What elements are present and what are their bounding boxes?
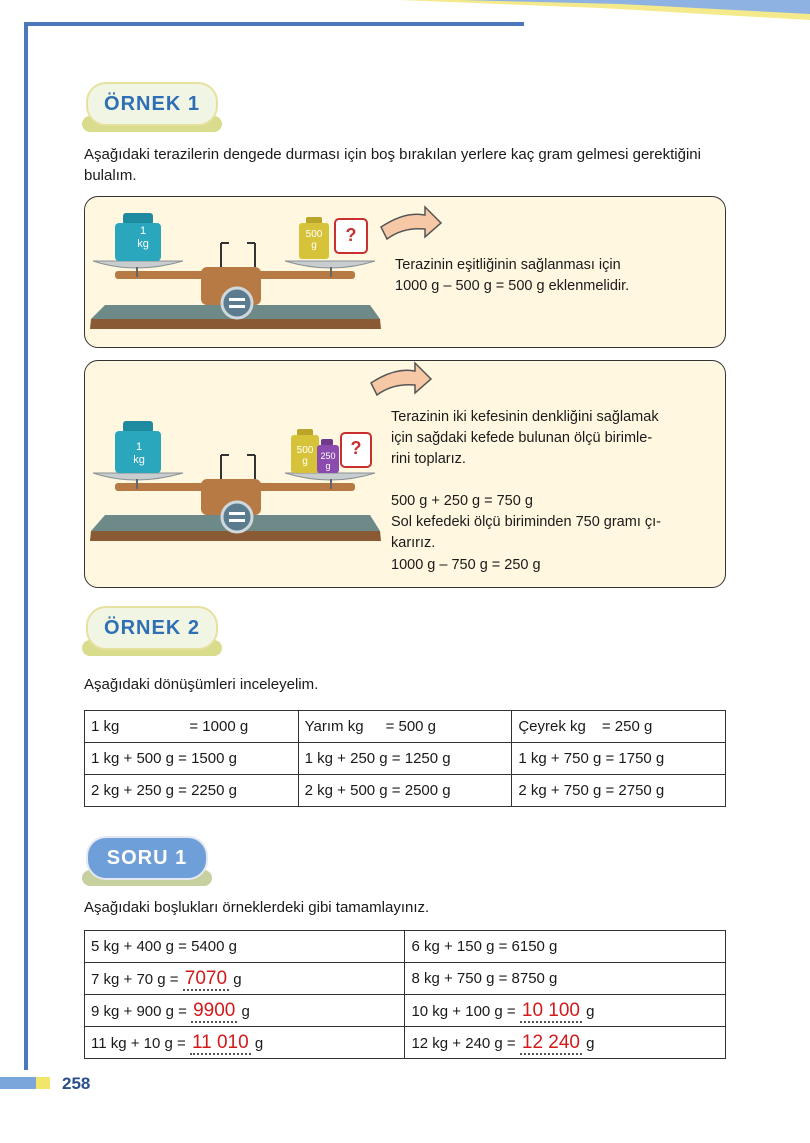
table-cell: 5 kg + 400 g = 5400 g	[85, 931, 405, 963]
balance-panel-1	[84, 196, 726, 348]
p2-weight-250g-bottom: g	[325, 461, 331, 471]
table-row	[85, 931, 726, 963]
answer-field[interactable]: 9900	[193, 999, 236, 1021]
soru1-badge-label: SORU 1	[106, 846, 188, 869]
table-cell: 8 kg + 750 g = 8750 g	[405, 963, 726, 995]
page-number: 258	[62, 1074, 91, 1093]
table-row	[85, 711, 726, 743]
conversion-table	[84, 710, 726, 807]
table-cell: 2 kg + 500 g = 2500 g	[298, 775, 512, 807]
panel2-line6: karırız.	[391, 535, 436, 551]
panel1-line2: 1000 g – 500 g = 500 g eklenmelidir.	[395, 278, 630, 294]
weight-500g-bottom: g	[311, 240, 317, 251]
p2-question-mark: ?	[350, 438, 362, 458]
exercise-table	[84, 930, 726, 1059]
ornek2-badge	[86, 606, 218, 650]
soru1-badge	[86, 836, 208, 880]
table-cell: Çeyrek kg = 250 g	[512, 711, 726, 743]
p2-weight-1kg-bottom: kg	[133, 454, 145, 466]
panel2-line1: Terazinin iki kefesinin denkliğini sağlamak	[391, 409, 659, 425]
panel1-line1: Terazinin eşitliğinin sağlanması için	[395, 257, 621, 273]
weight-1kg-top: 1	[139, 225, 147, 237]
table-row	[85, 743, 726, 775]
table-cell: 1 kg + 750 g = 1750 g	[512, 743, 726, 775]
page-footer-bar	[0, 1077, 36, 1089]
weight-500g-top: 500	[305, 229, 323, 240]
frame-top-line	[24, 22, 524, 26]
panel2-line4: 500 g + 250 g = 750 g	[391, 493, 533, 509]
table-cell: 10 kg + 100 g = 10 100 g	[405, 995, 726, 1027]
question-mark: ?	[345, 225, 357, 245]
panel2-line2: için sağdaki kefede bulunan ölçü birimle-	[391, 430, 653, 446]
p2-weight-250g-top: 250	[320, 451, 336, 461]
panel2-line3: rini toplarız.	[391, 451, 466, 467]
table-row	[85, 963, 726, 995]
ornek2-badge-label: ÖRNEK 2	[104, 616, 200, 639]
soru1-intro: Aşağıdaki boşlukları örneklerdeki gibi tamamlayınız.	[84, 899, 430, 916]
ornek1-badge-label: ÖRNEK 1	[104, 92, 200, 115]
weight-1kg-bottom: kg	[137, 238, 149, 250]
table-cell: 2 kg + 250 g = 2250 g	[85, 775, 299, 807]
table-cell: 1 kg + 250 g = 1250 g	[298, 743, 512, 775]
table-cell: 7 kg + 70 g = 7070 g	[85, 963, 405, 995]
table-cell: 6 kg + 150 g = 6150 g	[405, 931, 726, 963]
panel2-line7: 1000 g – 750 g = 250 g	[391, 557, 541, 573]
answer-field[interactable]: 11 010	[191, 1031, 249, 1053]
ornek1-intro: Aşağıdaki terazilerin dengede durması için boş bırakılan yerlere kaç gram gelmesi gerektiğini bulalım.	[84, 146, 701, 184]
answer-field[interactable]: 7070	[184, 967, 228, 989]
answer-field[interactable]: 10 100	[521, 999, 580, 1021]
balance-panel-2	[84, 360, 726, 588]
table-row	[85, 775, 726, 807]
p2-weight-1kg-top: 1	[135, 441, 143, 453]
table-row	[85, 1027, 726, 1059]
p2-weight-500g-bottom: g	[302, 456, 308, 467]
table-cell: Yarım kg = 500 g	[298, 711, 512, 743]
table-cell: 11 kg + 10 g = 11 010 g	[85, 1027, 405, 1059]
page-footer-accent	[36, 1077, 50, 1089]
table-cell: 1 kg + 500 g = 1500 g	[85, 743, 299, 775]
table-row	[85, 995, 726, 1027]
frame-left-line	[24, 22, 28, 1070]
table-cell: 12 kg + 240 g = 12 240 g	[405, 1027, 726, 1059]
answer-field[interactable]: 12 240	[521, 1031, 580, 1053]
panel2-line5: Sol kefedeki ölçü biriminden 750 gramı çı-	[391, 514, 661, 530]
table-cell: 9 kg + 900 g = 9900 g	[85, 995, 405, 1027]
table-cell: 1 kg = 1000 g	[85, 711, 299, 743]
p2-weight-500g-top: 500	[296, 445, 314, 456]
ornek2-intro: Aşağıdaki dönüşümleri inceleyelim.	[84, 676, 319, 693]
table-cell: 2 kg + 750 g = 2750 g	[512, 775, 726, 807]
ornek1-badge	[86, 82, 218, 126]
